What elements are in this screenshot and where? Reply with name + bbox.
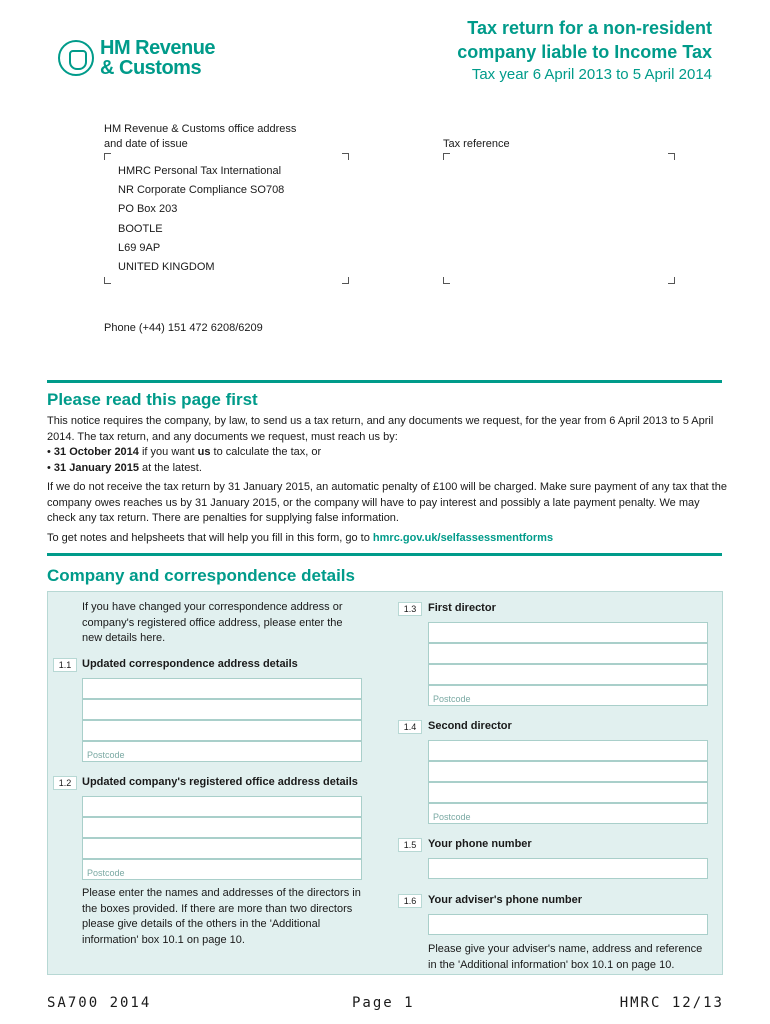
- phone-number-field[interactable]: [428, 858, 708, 879]
- first-director-line-3[interactable]: [428, 664, 708, 685]
- logo-text: [100, 38, 215, 78]
- deadline-item: [47, 445, 727, 461]
- question-number: 1.5: [398, 838, 422, 852]
- section-divider: [47, 553, 722, 556]
- address-line: HMRC Personal Tax International: [118, 165, 282, 177]
- question-number: 1.4: [398, 720, 422, 734]
- question-number: 1.3: [398, 602, 422, 616]
- notice-body: [47, 414, 727, 550]
- correspondence-postcode-field[interactable]: Postcode: [82, 741, 362, 762]
- directors-note: Please enter the names and addresses of the directors in the boxes provided. If there are more than two directors please give details of the others in the 'Additional information' box 10.1 on page 10.: [82, 887, 361, 946]
- change-address-intro: If you have changed your correspondence address or company's registered office address, please enter the new details here.: [82, 601, 343, 644]
- second-director-line-1[interactable]: [428, 740, 708, 761]
- deadline-text: to calculate the tax, or: [210, 446, 322, 458]
- notice-para-2: If we do not receive the tax return by 31 January 2015, an automatic penalty of £100 will be charged. Make sure payment of any tax that the company owes reaches us by 31 January 2015, or the company will have to pay interest and possibly a late payment penalty. We may check any tax return. There are penalties for supplying false information.: [47, 481, 727, 524]
- first-director-line-1[interactable]: [428, 622, 708, 643]
- notice-para-3: [47, 531, 727, 547]
- first-director-label: First director: [428, 602, 496, 614]
- office-phone: Phone (+44) 151 472 6208/6209: [104, 322, 263, 334]
- office-label-line-1: HM Revenue & Customs office address: [104, 123, 297, 135]
- correspondence-address-label: Updated correspondence address details: [82, 658, 298, 670]
- address-line: BOOTLE: [118, 222, 163, 235]
- second-director-line-2[interactable]: [428, 761, 708, 782]
- title-line-2: company liable to Income Tax: [457, 42, 712, 62]
- address-line: NR Corporate Compliance SO708: [118, 184, 285, 197]
- corner-mark: [668, 153, 675, 160]
- question-number: 1.2: [53, 776, 77, 790]
- form-title: [457, 16, 712, 86]
- correspondence-address-line-1[interactable]: [82, 678, 362, 699]
- helpsheets-link[interactable]: hmrc.gov.uk/selfassessmentforms: [372, 531, 554, 544]
- deadline-list: [47, 445, 727, 476]
- corner-mark: [443, 277, 450, 284]
- tax-reference-label: Tax reference: [443, 138, 510, 150]
- adviser-note: Please give your adviser's name, address and reference in the 'Additional information' box 10.1 on page 10.: [428, 943, 703, 971]
- corner-mark: [104, 153, 111, 160]
- company-heading: Company and correspondence details: [47, 566, 355, 585]
- question-number: 1.6: [398, 894, 422, 908]
- deadline-emphasis: us: [197, 446, 211, 458]
- first-director-line-2[interactable]: [428, 643, 708, 664]
- corner-mark: [342, 153, 349, 160]
- notice-heading: Please read this page first: [47, 390, 258, 409]
- question-number: 1.1: [53, 658, 77, 672]
- section-divider: [47, 380, 722, 383]
- office-address: [118, 162, 284, 277]
- notice-para-1-text: This notice requires the company, by law, to send us a tax return, and any documents we request, for the year from 6 April 2013 to 5 April 2014. The tax return, and any documents we request, must reach us by:: [47, 415, 714, 443]
- second-director-label: Second director: [428, 720, 512, 732]
- correspondence-address-line-3[interactable]: [82, 720, 362, 741]
- corner-mark: [104, 277, 111, 284]
- office-address-label: [104, 122, 334, 152]
- corner-mark: [443, 153, 450, 160]
- registered-office-line-3[interactable]: [82, 838, 362, 859]
- page-number: Page 1: [352, 995, 415, 1011]
- logo-line-2: & Customs: [100, 57, 202, 79]
- title-line-1: Tax return for a non-resident: [467, 18, 712, 38]
- adviser-phone-label: Your adviser's phone number: [428, 894, 582, 906]
- form-version: HMRC 12/13: [619, 995, 724, 1011]
- deadline-text: if you want: [138, 446, 198, 458]
- notice-para-3-text: To get notes and helpsheets that will help you fill in this form, go to: [47, 531, 373, 544]
- corner-mark: [668, 277, 675, 284]
- registered-office-label: Updated company's registered office address details: [82, 776, 358, 788]
- address-line: UNITED KINGDOM: [118, 261, 215, 274]
- deadline-text: at the latest.: [138, 461, 202, 474]
- deadline-item: [47, 461, 727, 477]
- deadline-date: 31 January 2015: [53, 461, 139, 474]
- second-director-line-3[interactable]: [428, 782, 708, 803]
- address-line: L69 9AP: [118, 241, 161, 254]
- registered-office-line-2[interactable]: [82, 817, 362, 838]
- tax-year: Tax year 6 April 2013 to 5 April 2014: [471, 66, 712, 83]
- deadline-date: 31 October 2014: [53, 446, 139, 458]
- hmrc-logo: [58, 38, 215, 78]
- registered-office-postcode-field[interactable]: Postcode: [82, 859, 362, 880]
- second-director-postcode-field[interactable]: Postcode: [428, 803, 708, 824]
- logo-line-1: HM Revenue: [100, 37, 216, 59]
- crest-icon: [58, 40, 94, 76]
- first-director-postcode-field[interactable]: Postcode: [428, 685, 708, 706]
- correspondence-address-line-2[interactable]: [82, 699, 362, 720]
- address-line: PO Box 203: [118, 203, 178, 216]
- corner-mark: [342, 277, 349, 284]
- office-label-line-2: and date of issue: [104, 138, 188, 150]
- company-details-panel: [47, 591, 723, 975]
- notice-para-1: [47, 414, 727, 445]
- form-code: SA700 2014: [47, 995, 152, 1011]
- adviser-phone-field[interactable]: [428, 914, 708, 935]
- registered-office-line-1[interactable]: [82, 796, 362, 817]
- phone-number-label: Your phone number: [428, 838, 532, 850]
